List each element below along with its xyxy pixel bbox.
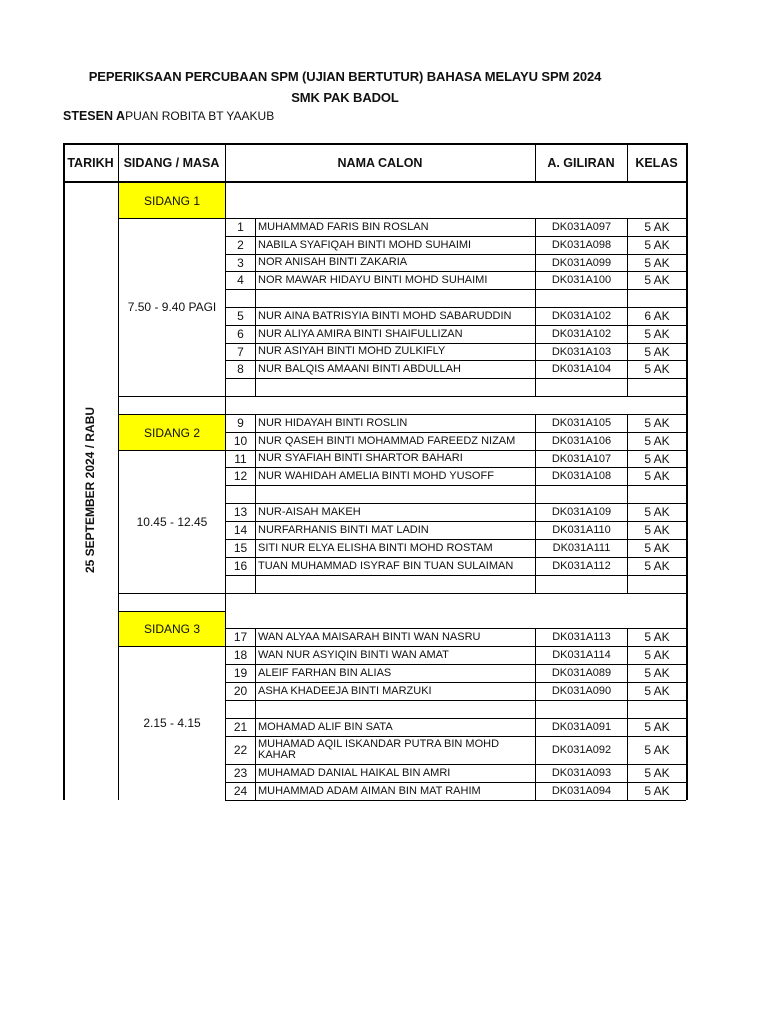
column-divider	[255, 218, 256, 236]
column-divider	[255, 682, 256, 700]
row-divider	[225, 378, 686, 379]
registration-number: DK031A106	[551, 435, 612, 447]
class-name: 5 AK	[644, 648, 670, 662]
session-divider	[118, 646, 225, 647]
column-divider	[627, 764, 628, 782]
class-name: 5 AK	[644, 469, 670, 483]
row-number: 17	[233, 630, 248, 644]
candidate-name: NABILA SYAFIQAH BINTI MOHD SUHAIMI	[258, 238, 472, 251]
column-divider	[255, 700, 256, 718]
class-name: 5 AK	[644, 720, 670, 734]
column-divider	[627, 664, 628, 682]
class-name: 5 AK	[644, 238, 670, 252]
column-divider	[255, 628, 256, 646]
row-number: 18	[233, 648, 248, 662]
column-divider	[627, 782, 628, 800]
column-divider	[535, 343, 536, 360]
row-number: 7	[237, 344, 244, 359]
registration-number: DK031A092	[551, 744, 612, 756]
class-name: 6 AK	[644, 309, 670, 323]
class-name: 5 AK	[644, 434, 670, 448]
column-divider	[535, 218, 536, 236]
column-divider	[255, 539, 256, 557]
registration-number: DK031A097	[551, 221, 612, 233]
column-divider	[627, 307, 628, 325]
column-divider	[535, 432, 536, 450]
column-divider	[255, 646, 256, 664]
row-divider	[225, 485, 686, 486]
session-time-3: 2.15 - 4.15	[143, 716, 201, 730]
session-divider	[118, 593, 225, 594]
column-divider	[627, 736, 628, 764]
row-number: 14	[233, 523, 248, 537]
candidate-name: NUR ASIYAH BINTI MOHD ZULKIFLY	[258, 345, 446, 357]
column-divider	[535, 521, 536, 539]
column-divider	[255, 432, 256, 450]
registration-number: DK031A099	[551, 256, 612, 269]
column-divider	[255, 414, 256, 432]
candidate-name: NUR AINA BATRISYIA BINTI MOHD SABARUDDIN	[258, 309, 512, 322]
candidate-name: NUR BALQIS AMAANI BINTI ABDULLAH	[258, 362, 461, 375]
session-divider	[118, 450, 225, 451]
header-nama-calon: NAMA CALON	[337, 155, 423, 170]
column-divider	[627, 325, 628, 343]
column-divider	[255, 664, 256, 682]
session-time-2: 10.45 - 12.45	[136, 514, 208, 529]
column-divider	[627, 575, 628, 593]
header-divider	[627, 143, 628, 182]
column-divider	[627, 467, 628, 485]
registration-number: DK031A104	[551, 363, 612, 375]
column-divider	[535, 271, 536, 289]
candidate-name: NUR WAHIDAH AMELIA BINTI MOHD YUSOFF	[258, 469, 494, 482]
column-divider	[627, 539, 628, 557]
column-divider	[255, 378, 256, 396]
column-divider	[627, 485, 628, 503]
registration-number: DK031A091	[551, 721, 612, 733]
column-divider	[627, 682, 628, 700]
column-divider	[535, 307, 536, 325]
column-divider	[627, 646, 628, 664]
column-divider	[255, 736, 256, 764]
registration-number: DK031A098	[551, 239, 612, 251]
station-label: STESEN A	[63, 109, 126, 123]
column-divider	[255, 485, 256, 503]
column-divider	[255, 236, 256, 254]
column-divider	[535, 378, 536, 396]
column-divider	[255, 557, 256, 575]
document-title: PEPERIKSAAN PERCUBAAN SPM (UJIAN BERTUTUR) BAHASA MELAYU SPM 2024	[88, 69, 602, 84]
row-number: 9	[237, 416, 244, 430]
class-name: 5 AK	[644, 327, 670, 341]
row-number: 13	[233, 505, 248, 519]
class-name: 5 AK	[644, 416, 670, 430]
column-divider	[627, 236, 628, 254]
column-divider	[627, 360, 628, 378]
registration-number: DK031A094	[551, 785, 612, 797]
session-divider	[118, 611, 225, 612]
column-divider	[255, 271, 256, 289]
class-name: 5 AK	[644, 743, 670, 757]
class-name: 5 AK	[644, 220, 670, 234]
column-divider	[535, 700, 536, 718]
column-divider	[535, 718, 536, 736]
session-divider	[118, 218, 225, 219]
column-divider	[255, 254, 256, 271]
class-name: 5 AK	[644, 362, 670, 376]
row-divider	[225, 289, 686, 290]
row-divider	[225, 593, 686, 594]
registration-number: DK031A105	[551, 417, 612, 429]
registration-number: DK031A113	[552, 631, 611, 643]
column-divider	[535, 628, 536, 646]
row-number: 23	[233, 766, 248, 780]
registration-number: DK031A111	[552, 542, 611, 554]
column-divider	[535, 360, 536, 378]
candidate-name: MUHAMMAD ADAM AIMAN BIN MAT RAHIM	[258, 784, 481, 797]
session-label-3: SIDANG 3	[119, 612, 225, 646]
class-name: 5 AK	[644, 451, 670, 466]
candidate-name: NUR HIDAYAH BINTI ROSLIN	[258, 416, 408, 429]
header-kelas: KELAS	[635, 155, 678, 170]
header-divider	[535, 143, 536, 182]
candidate-name: WAN ALYAA MAISARAH BINTI WAN NASRU	[258, 630, 481, 643]
candidate-name: MOHAMAD ALIF BIN SATA	[258, 720, 393, 733]
column-divider	[255, 718, 256, 736]
registration-number: DK031A102	[551, 310, 612, 322]
column-divider	[255, 307, 256, 325]
column-divider	[535, 485, 536, 503]
header-divider	[225, 143, 226, 182]
row-number: 12	[233, 469, 248, 483]
column-divider	[255, 521, 256, 539]
class-name: 5 AK	[644, 684, 670, 698]
column-divider	[255, 450, 256, 467]
column-divider	[255, 503, 256, 521]
candidate-name: MUHAMMAD FARIS BIN ROSLAN	[258, 220, 429, 233]
column-divider	[627, 432, 628, 450]
row-number: 22	[233, 743, 248, 757]
registration-number: DK031A109	[551, 506, 612, 518]
column-divider	[627, 503, 628, 521]
column-divider	[255, 764, 256, 782]
row-divider	[225, 575, 686, 576]
column-divider	[535, 557, 536, 575]
column-divider	[535, 325, 536, 343]
class-name: 5 AK	[644, 273, 670, 287]
header-angka-giliran: A. GILIRAN	[547, 155, 615, 170]
row-divider	[225, 396, 686, 397]
row-number: 21	[233, 720, 248, 734]
column-divider	[627, 628, 628, 646]
class-name: 5 AK	[644, 784, 670, 798]
class-name: 5 AK	[644, 666, 670, 680]
column-divider	[627, 450, 628, 467]
candidate-name: MUHAMAD AQIL ISKANDAR PUTRA BIN MOHD KAHAR	[258, 738, 500, 761]
row-number: 19	[233, 666, 248, 680]
column-divider	[535, 467, 536, 485]
row-divider	[225, 800, 686, 801]
station-line	[63, 109, 274, 123]
registration-number: DK031A089	[551, 667, 612, 679]
column-divider	[627, 700, 628, 718]
candidate-name: ALEIF FARHAN BIN ALIAS	[258, 666, 392, 679]
registration-number: DK031A090	[551, 685, 612, 697]
class-name: 5 AK	[644, 559, 670, 573]
candidate-name: NUR SYAFIAH BINTI SHARTOR BAHARI	[258, 452, 463, 464]
registration-number: DK031A103	[551, 345, 612, 358]
candidate-name: NOR ANISAH BINTI ZAKARIA	[258, 256, 408, 268]
registration-number: DK031A114	[552, 649, 611, 661]
registration-number: DK031A102	[551, 328, 612, 340]
column-divider	[535, 254, 536, 271]
row-divider	[225, 307, 686, 308]
column-divider	[535, 736, 536, 764]
candidate-name: NOR MAWAR HIDAYU BINTI MOHD SUHAIMI	[258, 273, 488, 286]
column-divider	[627, 271, 628, 289]
column-divider	[535, 289, 536, 307]
station-examiner: PUAN ROBITA BT YAAKUB	[125, 109, 275, 123]
session-label-1: SIDANG 1	[119, 183, 225, 218]
table-right-border	[686, 143, 688, 800]
session-divider	[118, 414, 225, 415]
session-label-2: SIDANG 2	[119, 415, 225, 450]
column-divider	[255, 360, 256, 378]
row-number: 4	[237, 273, 244, 287]
column-divider	[627, 289, 628, 307]
class-name: 5 AK	[644, 523, 670, 537]
registration-number: DK031A110	[552, 524, 611, 536]
column-divider	[627, 254, 628, 271]
column-divider	[535, 764, 536, 782]
registration-number: DK031A100	[551, 274, 612, 286]
candidate-name: TUAN MUHAMMAD ISYRAF BIN TUAN SULAIMAN	[258, 559, 514, 572]
column-divider	[627, 414, 628, 432]
class-name: 5 AK	[644, 630, 670, 644]
row-number: 16	[233, 559, 248, 573]
candidate-name: ASHA KHADEEJA BINTI MARZUKI	[258, 684, 432, 697]
candidate-name: NUR QASEH BINTI MOHAMMAD FAREEDZ NIZAM	[258, 434, 516, 447]
column-divider	[627, 557, 628, 575]
class-name: 5 AK	[644, 541, 670, 555]
header-tarikh: TARIKH	[67, 155, 114, 170]
session-time-1: 7.50 - 9.40 PAGI	[127, 300, 217, 314]
candidate-name: NURFARHANIS BINTI MAT LADIN	[258, 523, 429, 536]
row-number: 2	[237, 238, 244, 252]
class-name: 5 AK	[644, 766, 670, 780]
registration-number: DK031A108	[551, 470, 612, 482]
row-number: 6	[237, 327, 244, 341]
row-divider	[225, 503, 686, 504]
header-sidang-masa: SIDANG / MASA	[123, 155, 220, 170]
column-divider	[255, 467, 256, 485]
row-number: 5	[237, 309, 244, 323]
column-divider	[627, 521, 628, 539]
class-name: 5 AK	[644, 505, 670, 519]
column-divider	[255, 575, 256, 593]
column-divider	[627, 218, 628, 236]
registration-number: DK031A112	[552, 560, 611, 572]
registration-number: DK031A093	[551, 767, 612, 779]
column-divider	[535, 236, 536, 254]
row-number: 3	[237, 255, 244, 270]
candidate-name: NUR-AISAH MAKEH	[258, 505, 361, 518]
candidate-name: MUHAMAD DANIAL HAIKAL BIN AMRI	[258, 766, 451, 779]
column-divider	[535, 646, 536, 664]
column-divider	[535, 450, 536, 467]
registration-number: DK031A107	[551, 452, 612, 465]
column-divider	[255, 343, 256, 360]
column-divider	[535, 503, 536, 521]
column-divider	[535, 414, 536, 432]
row-divider	[225, 700, 686, 701]
column-divider	[255, 782, 256, 800]
column-divider	[535, 664, 536, 682]
school-name: SMK PAK BADOL	[291, 90, 399, 105]
column-divider	[627, 343, 628, 360]
candidate-name: WAN NUR ASYIQIN BINTI WAN AMAT	[258, 648, 449, 661]
column-divider	[255, 289, 256, 307]
column-divider	[627, 718, 628, 736]
row-number: 20	[233, 684, 248, 698]
column-divider	[627, 378, 628, 396]
table-left-border	[63, 143, 65, 800]
row-number: 1	[237, 220, 244, 234]
row-number: 8	[237, 362, 244, 376]
column-divider	[535, 575, 536, 593]
candidate-name: NUR ALIYA AMIRA BINTI SHAIFULLIZAN	[258, 327, 463, 340]
row-number: 15	[233, 541, 248, 555]
column-divider	[255, 325, 256, 343]
column-divider	[535, 682, 536, 700]
column-divider	[535, 782, 536, 800]
row-number: 10	[233, 434, 248, 448]
session-divider	[118, 396, 225, 397]
row-divider	[225, 718, 686, 719]
table-top-border	[63, 143, 688, 145]
row-number: 24	[233, 784, 248, 798]
candidate-name: SITI NUR ELYA ELISHA BINTI MOHD ROSTAM	[258, 541, 493, 554]
class-name: 5 AK	[644, 255, 670, 270]
column-divider	[535, 539, 536, 557]
row-number: 11	[234, 451, 247, 466]
exam-date: 25 SEPTEMBER 2024 / RABU	[83, 406, 97, 574]
class-name: 5 AK	[644, 344, 670, 359]
